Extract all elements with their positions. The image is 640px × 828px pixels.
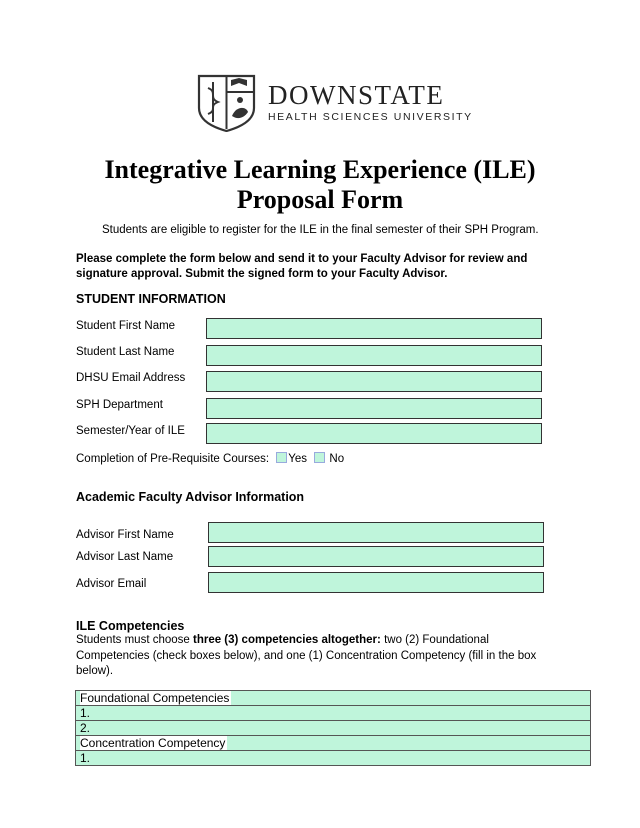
concentration-header-cell — [76, 736, 591, 751]
org-name: DOWNSTATE — [268, 80, 445, 110]
email-address-label: DHSU Email Address — [76, 372, 186, 384]
advisor-first-name-label: Advisor First Name — [76, 529, 174, 541]
prereq-no-checkbox[interactable] — [314, 452, 325, 463]
student-first-name-label: Student First Name — [76, 320, 176, 332]
foundational-2-cell[interactable]: 2. — [76, 721, 591, 736]
form-title-line1: Integrative Learning Experience (ILE) — [104, 155, 536, 184]
competencies-description — [76, 633, 562, 680]
semester-year-label: Semester/Year of ILE — [76, 425, 185, 437]
foundational-1-cell[interactable]: 1. — [76, 706, 591, 721]
department-field[interactable] — [206, 398, 542, 419]
semester-year-field[interactable] — [206, 423, 542, 444]
form-title-line2: Proposal Form — [236, 185, 404, 214]
concentration-1-cell[interactable]: 1. — [76, 751, 591, 766]
competencies-table — [75, 690, 591, 766]
prereq-no-label: No — [329, 453, 345, 465]
competencies-desc-part2: two (2) Foundational Competencies (check boxes below), and one (1) Concentration Competency (fill in the box below). — [76, 634, 537, 677]
concentration-header: Concentration Competency — [80, 736, 226, 750]
foundational-header-cell — [76, 691, 591, 706]
book-icon — [231, 78, 247, 86]
advisor-last-name-field[interactable] — [208, 546, 544, 567]
table-row — [76, 691, 591, 706]
competencies-desc-part1: Students must choose — [76, 634, 193, 646]
department-label: SPH Department — [76, 399, 163, 411]
advisor-last-name-label: Advisor Last Name — [76, 551, 174, 563]
downstate-shield-logo — [196, 74, 266, 132]
student-info-heading: STUDENT INFORMATION — [76, 292, 226, 306]
table-row — [76, 736, 591, 751]
prereq-yes-label: Yes — [288, 453, 307, 465]
competencies-heading: ILE Competencies — [76, 619, 185, 633]
advisor-info-heading: Academic Faculty Advisor Information — [76, 490, 305, 504]
prereq-label: Completion of Pre-Requisite Courses: — [76, 453, 270, 465]
table-row[interactable] — [76, 706, 591, 721]
advisor-first-name-field[interactable] — [208, 522, 544, 543]
advisor-email-label: Advisor Email — [76, 578, 147, 590]
student-last-name-field[interactable] — [206, 345, 542, 366]
table-row[interactable] — [76, 721, 591, 736]
advisor-email-field[interactable] — [208, 572, 544, 593]
prereq-yes-checkbox[interactable] — [276, 452, 287, 463]
caduceus-icon — [208, 82, 218, 122]
form-instructions: Please complete the form below and send it to your Faculty Advisor for review and signature approval. Submit the signed form to your Faculty Advisor. — [76, 253, 528, 280]
student-last-name-label: Student Last Name — [76, 346, 175, 358]
dot-icon — [237, 97, 243, 103]
prereq-row — [76, 452, 344, 465]
foundational-header: Foundational Competencies — [80, 691, 230, 705]
email-address-field[interactable] — [206, 371, 542, 392]
student-first-name-field[interactable] — [206, 318, 542, 339]
competencies-desc-bold: three (3) competencies altogether: — [192, 634, 381, 646]
org-subtitle: HEALTH SCIENCES UNIVERSITY — [268, 111, 473, 123]
eligibility-note: Students are eligible to register for the ILE in the final semester of their SPH Program. — [102, 224, 539, 236]
table-row[interactable] — [76, 751, 591, 766]
